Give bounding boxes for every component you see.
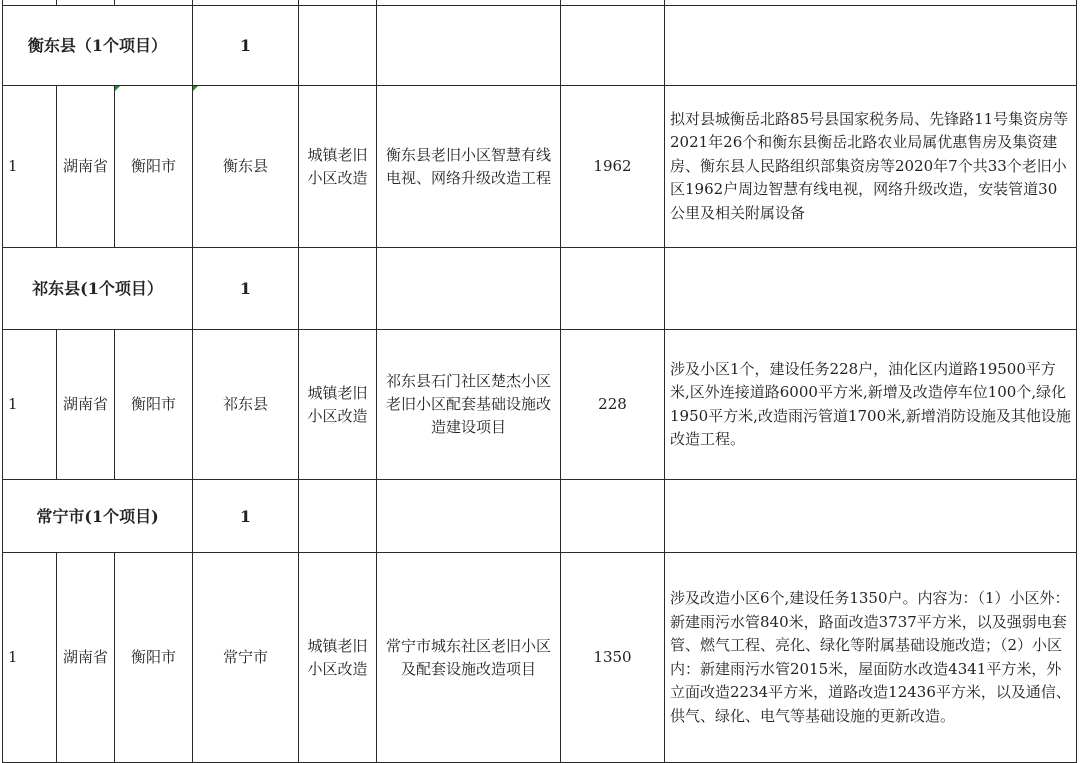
description-cell: 涉及改造小区6个,建设任务1350户。内容为：（1）小区外：新建雨污水管840米，路面改造3737平方米，以及强弱电套管、燃气工程、亮化、绿化等附属基础设施改造；（2）小区内：新建雨污水管2015米，屋面防水改造4341平方米，外立面改造2234平方米，道路改造12436平方米，以及通信、供气、绿化、电气等基础设施的更新改造。 xyxy=(665,553,1077,763)
city-cell: 衡阳市 xyxy=(115,330,193,480)
project-table xyxy=(2,0,1077,763)
project-count: 1 xyxy=(193,480,299,553)
table-row xyxy=(3,86,1077,248)
project-name-cell: 祁东县石门社区楚杰小区老旧小区配套基础设施改造建设项目 xyxy=(377,330,561,480)
project-count: 1 xyxy=(193,248,299,330)
city-cell: 衡阳市 xyxy=(115,553,193,763)
county-header: 衡东县（1个项目） xyxy=(3,6,193,86)
row-index: 1 xyxy=(3,86,57,248)
province-cell: 湖南省 xyxy=(57,86,115,248)
county-cell: 祁东县 xyxy=(193,330,299,480)
category-cell: 城镇老旧小区改造 xyxy=(299,86,377,248)
county-header: 祁东县(1个项目） xyxy=(3,248,193,330)
county-cell: 衡东县 xyxy=(193,86,299,248)
households-cell: 1962 xyxy=(561,86,665,248)
county-header-row xyxy=(3,6,1077,86)
category-cell: 城镇老旧小区改造 xyxy=(299,553,377,763)
project-name-cell: 衡东县老旧小区智慧有线电视、网络升级改造工程 xyxy=(377,86,561,248)
category-cell: 城镇老旧小区改造 xyxy=(299,330,377,480)
comment-marker-icon xyxy=(193,86,198,91)
comment-marker-icon xyxy=(115,86,120,91)
households-cell: 228 xyxy=(561,330,665,480)
table-row xyxy=(3,330,1077,480)
project-name-cell: 常宁市城东社区老旧小区及配套设施改造项目 xyxy=(377,553,561,763)
table-row xyxy=(3,553,1077,763)
row-index: 1 xyxy=(3,330,57,480)
city-cell: 衡阳市 xyxy=(115,86,193,248)
province-cell: 湖南省 xyxy=(57,553,115,763)
description-cell: 拟对县城衡岳北路85号县国家税务局、先锋路11号集资房等2021年26个和衡东县衡岳北路农业局属优惠售房及集资建房、衡东县人民路组织部集资房等2020年7个共33个老旧小区1962户周边智慧有线电视，网络升级改造，安装管道30公里及相关附属设备 xyxy=(665,86,1077,248)
households-cell: 1350 xyxy=(561,553,665,763)
county-cell: 常宁市 xyxy=(193,553,299,763)
province-cell: 湖南省 xyxy=(57,330,115,480)
project-count: 1 xyxy=(193,6,299,86)
county-header: 常宁市(1个项目) xyxy=(3,480,193,553)
row-index: 1 xyxy=(3,553,57,763)
county-header-row xyxy=(3,248,1077,330)
description-cell: 涉及小区1个，建设任务228户，油化区内道路19500平方米,区外连接道路6000平方米,新增及改造停车位100个,绿化1950平方米,改造雨污管道1700米,新增消防设施及其他设施改造工程。 xyxy=(665,330,1077,480)
county-header-row xyxy=(3,480,1077,553)
